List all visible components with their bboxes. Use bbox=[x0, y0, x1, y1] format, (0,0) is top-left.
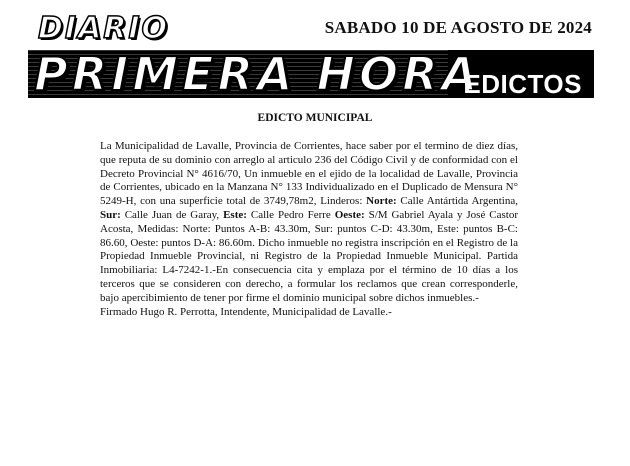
norte-label: Norte: bbox=[366, 195, 397, 208]
edict-title: EDICTO MUNICIPAL bbox=[257, 112, 373, 124]
logo-diario: DIARIO bbox=[38, 11, 170, 46]
sur-label: Sur: bbox=[100, 208, 121, 221]
logo-primera-hora: PRIMERA HORA bbox=[34, 47, 482, 101]
edict-text-continued: S/M Gabriel Ayala y José Castor Acosta, Medidas: Norte: Puntos A-B: 43.30m, Sur: puntos C-D: 43.30m, Este: puntos B-C: 86.60, Oeste: puntos D-A: 86.60m. Dicho inmueble no registra inscripción en el Registro de la Propiedad Inmueble Provincial, ni Registro de la Propiedad Inmueble Municipal. Partida Inmobiliaria: L4-7242-1.-En consecuencia cita y emplaza por el término de 10 días a los terceros que se consideren con derecho, a formular los reclamos que crean corresponderle, bajo apercibimiento de tener por firme el dominio municipal sobre dichos inmuebles.- bbox=[100, 208, 518, 304]
edict-paragraph bbox=[100, 140, 518, 306]
edict-text: La Municipalidad de Lavalle, Provincia de Corrientes, hace saber por el termino de diez días, que reputa de su dominio con arreglo al articulo 236 del Código Civil y de conformidad con el Decreto Provincial N° 4616/70, Un inmueble en el ejido de la localidad de Lavalle, Provincia de Corrientes, ubicado en la Manzana N° 133 Individualizado en el Duplicado de Mensura N° 5249-H, con una superficie total de 3749,78m2, Linderos: bbox=[100, 140, 518, 208]
oeste-label: Oeste: bbox=[334, 208, 365, 221]
edict-signature: Firmado Hugo R. Perrotta, Intendente, Municipalidad de Lavalle.- bbox=[100, 305, 392, 318]
edict-body bbox=[100, 140, 518, 319]
issue-date: SABADO 10 DE AGOSTO DE 2024 bbox=[324, 18, 592, 37]
sur-value: Calle Juan de Garay, bbox=[120, 208, 224, 221]
masthead bbox=[28, 11, 594, 101]
norte-value: Calle Antártida Argentina, bbox=[396, 195, 518, 208]
este-value: Calle Pedro Ferre bbox=[246, 208, 335, 221]
section-label: EDICTOS bbox=[463, 69, 582, 98]
este-label: Este: bbox=[223, 208, 247, 221]
